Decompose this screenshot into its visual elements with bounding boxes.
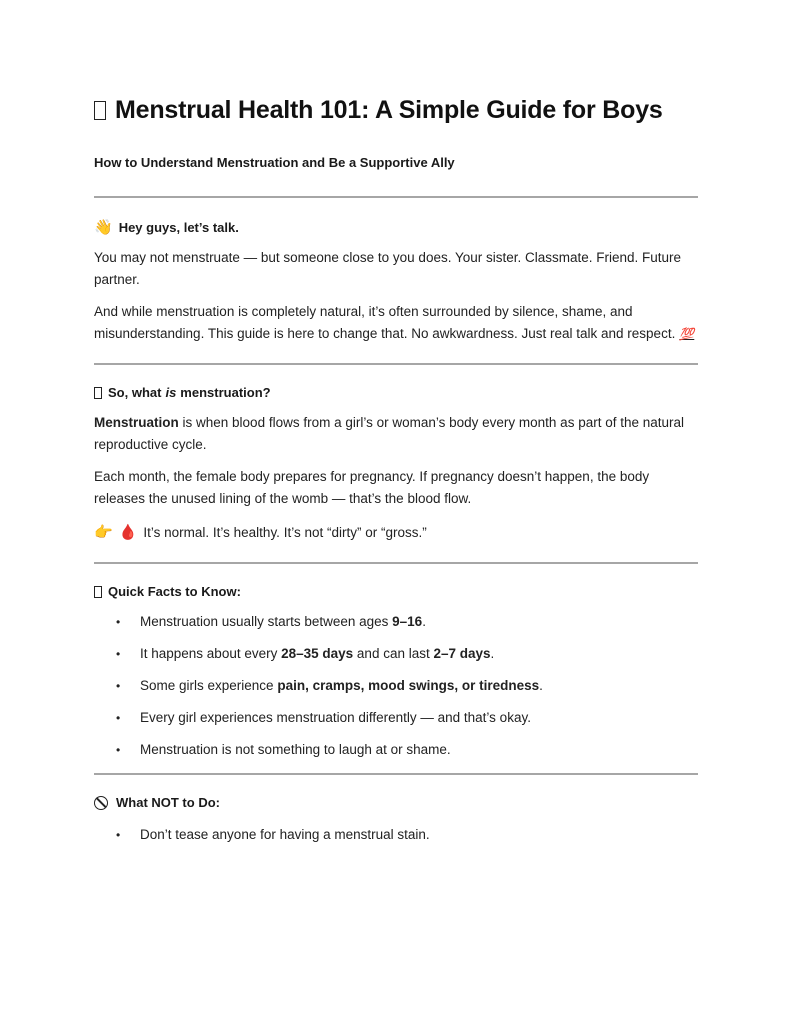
intro-heading: 👋 Hey guys, let’s talk.: [94, 219, 239, 236]
page-subtitle: How to Understand Menstruation and Be a Supportive Ally: [94, 155, 455, 170]
list-item: • Don’t tease anyone for having a menstrual stain.: [94, 824, 698, 856]
page-title: Menstrual Health 101: A Simple Guide for Boys: [94, 96, 698, 125]
document-page: [94, 96, 698, 856]
list-item: • Some girls experience pain, cramps, mood swings, or tiredness.: [94, 675, 698, 707]
what-paragraph-2: Each month, the female body prepares for pregnancy. If pregnancy doesn’t happen, the body releases the unused lining of the womb — that’s the blood flow.: [94, 469, 650, 506]
what-point: 👉 🩸 It’s normal. It’s healthy. It’s not “dirty” or “gross.”: [94, 524, 427, 541]
facts-heading: Quick Facts to Know:: [94, 584, 698, 599]
missing-glyph-icon: [94, 586, 102, 598]
divider: [94, 562, 698, 564]
list-item: • Menstruation is not something to laugh at or shame.: [94, 739, 698, 771]
missing-glyph-icon: [94, 101, 106, 120]
not-list: [94, 824, 698, 856]
list-item: • Menstruation usually starts between ages 9–16.: [94, 611, 698, 643]
prohibited-icon: [94, 796, 108, 810]
intro-paragraph-1: You may not menstruate — but someone close to you does. Your sister. Classmate. Friend. Future partner.: [94, 250, 682, 287]
divider: [94, 773, 698, 775]
not-heading: What NOT to Do:: [94, 795, 698, 810]
divider: [94, 196, 698, 198]
what-paragraph-1: Menstruation is when blood flows from a girl’s or woman’s body every month as part of the natural reproductive cycle.: [94, 415, 685, 452]
pointing-hand-icon: 👉: [94, 524, 113, 541]
intro-paragraph-2: And while menstruation is completely natural, it’s often surrounded by silence, shame, and misunderstanding. This guide is here to change that. No awkwardness. Just real talk and respect. 💯: [94, 304, 695, 341]
what-heading: So, what is menstruation?: [94, 385, 698, 400]
waving-hand-icon: 👋: [94, 219, 113, 236]
facts-list: [94, 611, 698, 771]
hundred-points-icon: 💯: [679, 327, 695, 341]
drop-of-blood-icon: 🩸: [118, 524, 138, 541]
list-item: • Every girl experiences menstruation differently — and that’s okay.: [94, 707, 698, 739]
list-item: • It happens about every 28–35 days and can last 2–7 days.: [94, 643, 698, 675]
divider: [94, 363, 698, 365]
missing-glyph-icon: [94, 387, 102, 399]
